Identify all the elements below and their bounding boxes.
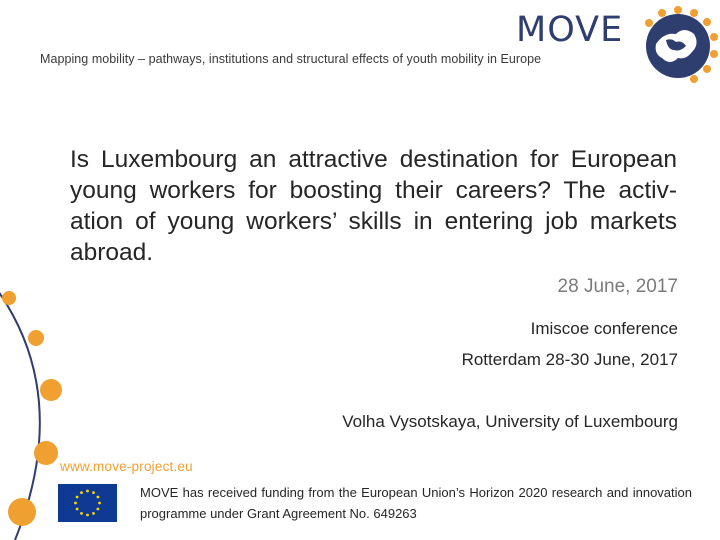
europe-globe-icon: [636, 4, 720, 88]
arc-dot: [2, 291, 16, 305]
arc-dot: [8, 498, 36, 526]
logo-wordmark: MOVE: [516, 10, 624, 50]
slide-title: Is Luxembourg an attractive destination for European young workers for boosting their careers? The activ-ation of young workers’ skills in entering job markets abroad.: [70, 146, 677, 266]
author-line: Volha Vysotskaya, University of Luxembourg: [342, 412, 678, 431]
conference-name: Imiscoe conference: [530, 319, 678, 338]
funding-statement: MOVE has received funding from the European Union’s Horizon 2020 research and innovation programme under Grant Agreement No. 649263: [140, 485, 692, 521]
header-tagline: Mapping mobility – pathways, institutions and structural effects of youth mobility in Europe: [40, 52, 542, 66]
move-logo: [510, 4, 720, 88]
arc-dot: [34, 441, 58, 465]
arc-dot: [40, 379, 62, 401]
presentation-date: 28 June, 2017: [557, 276, 678, 297]
arc-dot: [28, 330, 44, 346]
conference-venue: Rotterdam 28-30 June, 2017: [461, 350, 678, 369]
project-website[interactable]: www.move-project.eu: [60, 459, 193, 474]
eu-flag-icon: [58, 484, 117, 522]
